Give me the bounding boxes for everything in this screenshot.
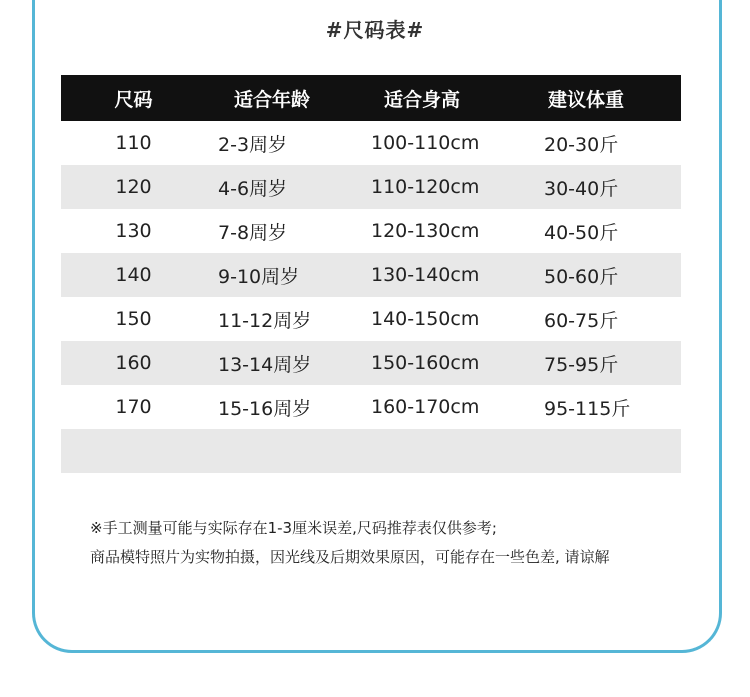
cell-weight: 75-95斤 bbox=[544, 353, 619, 376]
cell-age: 2-3周岁 bbox=[218, 133, 288, 156]
note-color-difference: 商品模特照片为实物拍摄，因光线及后期效果原因，可能存在一些色差, 请谅解 bbox=[90, 548, 610, 566]
table-body bbox=[61, 121, 681, 473]
cell-height: 100-110cm bbox=[371, 132, 480, 154]
cell-height: 110-120cm bbox=[371, 176, 480, 198]
page-title: #尺码表# bbox=[325, 18, 425, 42]
cell-age: 4-6周岁 bbox=[218, 177, 288, 200]
cell-weight: 20-30斤 bbox=[544, 133, 619, 156]
table-row bbox=[61, 165, 681, 209]
cell-height: 130-140cm bbox=[371, 264, 480, 286]
cell-size: 170 bbox=[115, 396, 152, 418]
cell-size: 160 bbox=[115, 352, 152, 374]
note-measurement: ※手工测量可能与实际存在1-3厘米误差,尺码推荐表仅供参考; bbox=[90, 519, 497, 537]
table-row bbox=[61, 121, 681, 165]
header-weight: 建议体重 bbox=[548, 88, 625, 111]
size-table bbox=[61, 75, 681, 473]
table-row bbox=[61, 297, 681, 341]
table-row bbox=[61, 209, 681, 253]
cell-weight: 60-75斤 bbox=[544, 309, 619, 332]
cell-height: 140-150cm bbox=[371, 308, 480, 330]
cell-age: 13-14周岁 bbox=[218, 353, 312, 376]
cell-weight: 95-115斤 bbox=[544, 397, 631, 420]
table-row bbox=[61, 429, 681, 473]
cell-size: 120 bbox=[115, 176, 152, 198]
cell-age: 7-8周岁 bbox=[218, 221, 288, 244]
cell-height: 160-170cm bbox=[371, 396, 480, 418]
cell-height: 120-130cm bbox=[371, 220, 480, 242]
cell-height: 150-160cm bbox=[371, 352, 480, 374]
cell-weight: 40-50斤 bbox=[544, 221, 619, 244]
header-age: 适合年龄 bbox=[234, 88, 311, 111]
header-height: 适合身高 bbox=[384, 88, 461, 111]
table-row bbox=[61, 341, 681, 385]
cell-weight: 30-40斤 bbox=[544, 177, 619, 200]
cell-size: 150 bbox=[115, 308, 152, 330]
table-row bbox=[61, 385, 681, 429]
table-header-row bbox=[61, 75, 681, 121]
header-size: 尺码 bbox=[114, 88, 153, 111]
cell-age: 15-16周岁 bbox=[218, 397, 312, 420]
cell-size: 140 bbox=[115, 264, 152, 286]
cell-age: 9-10周岁 bbox=[218, 265, 300, 288]
cell-age: 11-12周岁 bbox=[218, 309, 312, 332]
cell-weight: 50-60斤 bbox=[544, 265, 619, 288]
cell-size: 110 bbox=[115, 132, 152, 154]
cell-size: 130 bbox=[115, 220, 152, 242]
table-row bbox=[61, 253, 681, 297]
